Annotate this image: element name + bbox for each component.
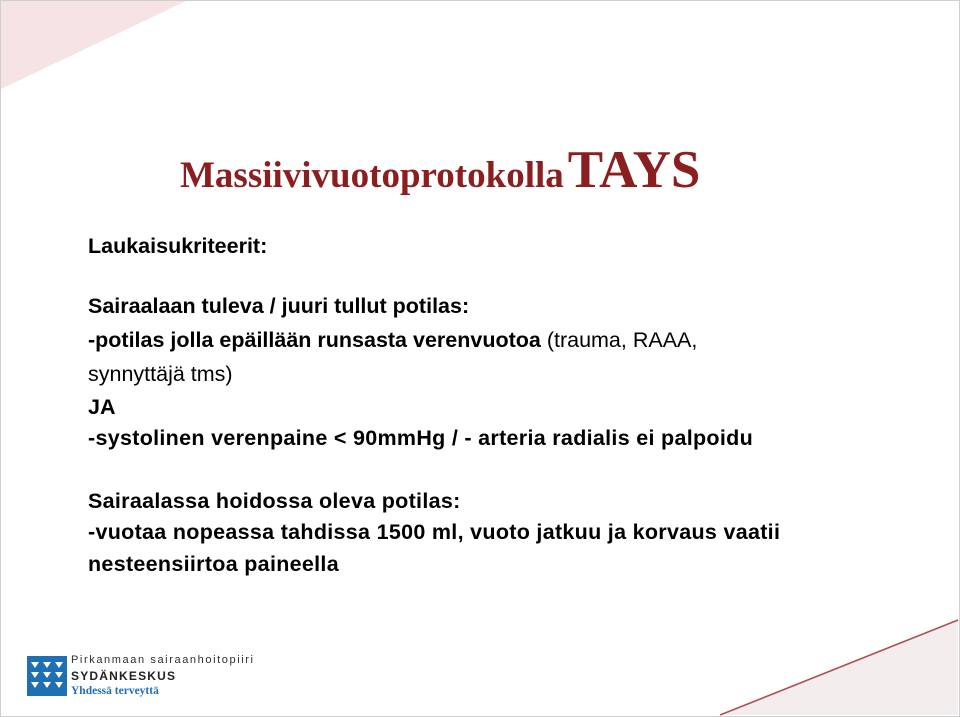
section1-line1-normal: (trauma, RAAA,	[540, 328, 698, 352]
hospital-logo-icon	[27, 656, 67, 696]
criteria-heading: Laukaisukriteerit:	[88, 234, 268, 258]
section1-heading: Sairaalaan tuleva / juuri tullut potilas:	[88, 294, 470, 318]
section2-line2: nesteensiirtoa paineella	[88, 552, 339, 576]
section1-line1	[88, 325, 697, 355]
section1-connector: JA	[88, 395, 116, 419]
logo-unit: SYDÄNKESKUS	[71, 669, 177, 683]
slide-title	[180, 140, 700, 200]
section1-line1-bold: -potilas jolla epäillään runsasta verenvuotoa	[88, 328, 541, 352]
section2-line1: -vuotaa nopeassa tahdissa 1500 ml, vuoto jatkuu ja korvaus vaatii	[88, 520, 781, 544]
title-main: Massiivivuotoprotokolla	[180, 155, 564, 196]
logo-organization: Pirkanmaan sairaanhoitopiiri	[71, 654, 255, 666]
logo-slogan: Yhdessä terveyttä	[71, 685, 159, 697]
section2-heading: Sairaalassa hoidossa oleva potilas:	[88, 489, 461, 513]
title-suffix: TAYS	[567, 141, 701, 199]
section1-line3: -systolinen verenpaine < 90mmHg / - arteria radialis ei palpoidu	[88, 426, 754, 450]
section1-line2: synnyttäjä tms)	[88, 362, 233, 386]
